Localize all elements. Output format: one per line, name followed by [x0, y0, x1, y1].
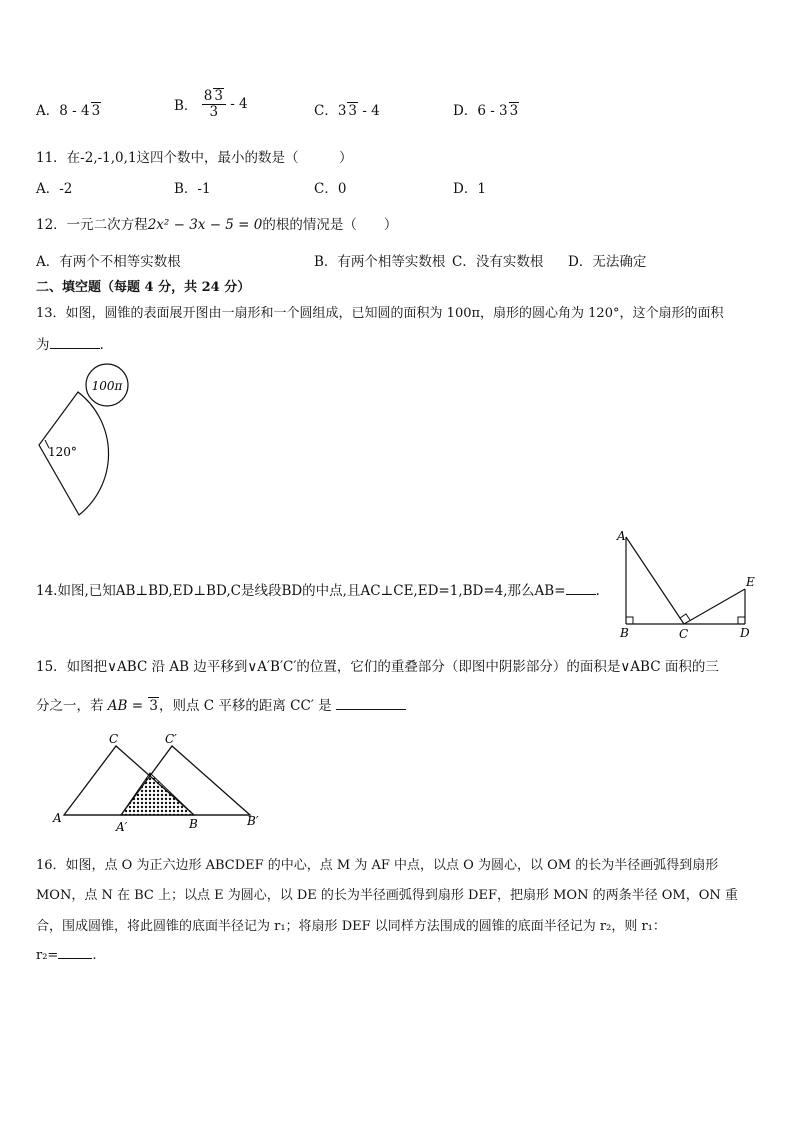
q11-option-b: B．-1 [174, 181, 211, 197]
q11-option-d: D．1 [453, 181, 486, 197]
q12-option-c: C．没有实数根 [452, 254, 544, 270]
answer-blank[interactable] [566, 582, 596, 595]
q16-line1: 16．如图，点 O 为正六边形 ABCDEF 的中心，点 M 为 AF 中点，以点 O 为圆心，以 OM 的长为半径画弧得到扇形 [36, 858, 719, 873]
q12-option-a: A．有两个不相等实数根 [36, 254, 181, 270]
overlap-region [121, 773, 194, 815]
q16-line3: 合，围成圆锥，将此圆锥的底面半径记为 r₁；将扇形 DEF 以同样方法围成的圆锥的底面半径记为 r₂，则 r₁： [36, 919, 666, 934]
q16-line2: MON，点 N 在 BC 上；以点 E 为圆心，以 DE 的长为半径画弧得到扇形 DEF，把扇形 MON 的两条半径 OM，ON 重 [36, 888, 738, 903]
q11-stem: 11．在-2,-1,0,1这四个数中，最小的数是（ ） [36, 150, 353, 166]
q16-line4: r₂= . [36, 948, 97, 963]
label-c-prime: C′ [165, 732, 177, 746]
q15-line2: 分之一，若 AB = 3，则点 C 平移的距离 CC′ 是 [36, 694, 406, 714]
q12-equation: 2x² − 3x − 5 = 0 [147, 217, 263, 233]
q11-option-a: A．-2 [36, 181, 73, 197]
q15-figure [44, 725, 274, 835]
q13-line2: 为 . [36, 337, 104, 353]
label-c: C [109, 732, 119, 746]
q10-option-a: A．8 - 4 3 [36, 103, 101, 119]
q10-option-b: B． $\frac{8 3}{3}$ - 4 [174, 88, 248, 120]
q15-line1: 15．如图把∨ABC 沿 AB 边平移到∨A′B′C′的位置，它们的重叠部分（即图中阴影部分）的面积是∨ABC 面积的三 [36, 659, 719, 675]
label-e: E [746, 575, 755, 589]
q12-option-b: B．有两个相等实数根 [314, 254, 446, 270]
label-b: B [620, 626, 629, 640]
q10-option-d: D．6 - 3 3 [453, 103, 519, 119]
label-d: D [740, 626, 750, 640]
label-b-prime: B′ [247, 814, 259, 828]
q12-option-d: D．无法确定 [568, 254, 647, 270]
answer-blank[interactable] [50, 336, 100, 349]
q14-stem: 14.如图,已知AB⊥BD,ED⊥BD,C是线段BD的中点,且AC⊥CE,ED=1,BD=4,那么AB= . [36, 583, 600, 599]
answer-blank[interactable] [58, 946, 92, 959]
q12-stem: 12．一元二次方程2x² − 3x − 5 = 0的根的情况是（ ） [36, 217, 398, 233]
label-a: A [53, 811, 62, 825]
answer-blank[interactable] [336, 697, 406, 710]
section-heading: 二、填空题（每题 4 分，共 24 分） [36, 280, 251, 295]
q13-line1: 13．如图，圆锥的表面展开图由一扇形和一个圆组成，已知圆的面积为 100π，扇形的圆心角为 120°，这个扇形的面积 [36, 306, 724, 321]
circle-area-label: 100π [91, 379, 123, 393]
q11-option-c: C．0 [314, 181, 347, 197]
q14-figure [608, 525, 768, 643]
label-b: B [189, 817, 198, 831]
angle-label: 120° [48, 445, 77, 459]
label-a-prime: A′ [116, 820, 128, 834]
q10-option-c: C．3 3 - 4 [314, 103, 380, 119]
label-a: A [617, 529, 626, 543]
q13-figure [30, 360, 140, 520]
label-c: C [679, 627, 689, 641]
